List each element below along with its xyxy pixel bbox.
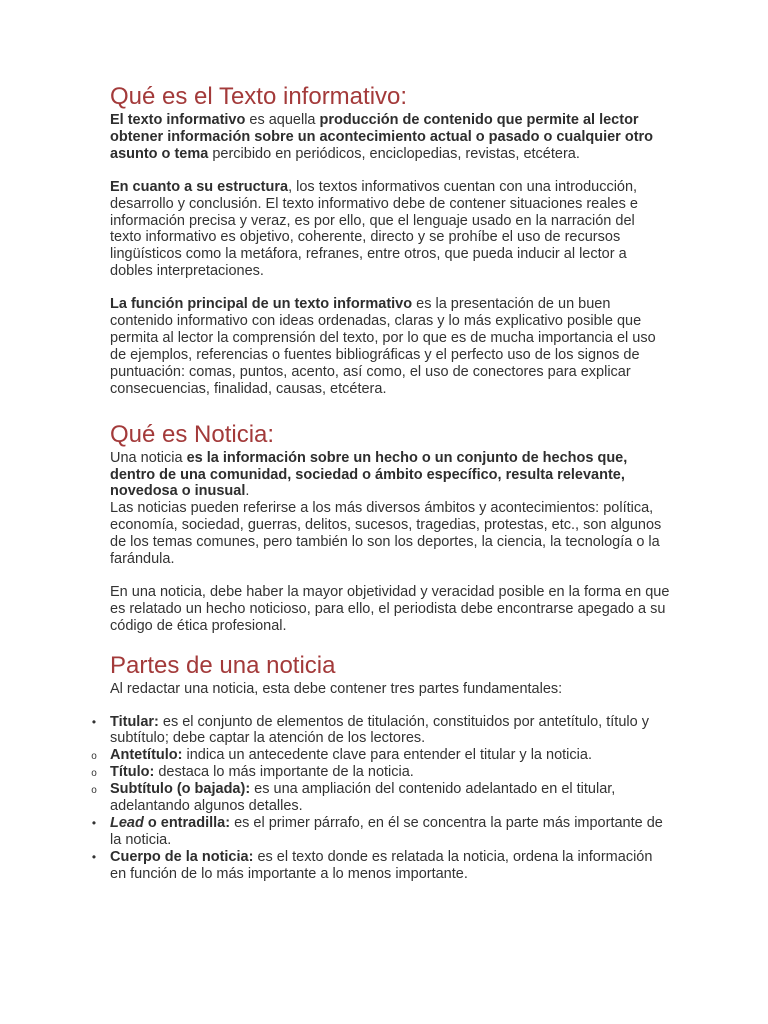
list-desc: es el primer párrafo, en él se concentra la parte más importante de la noticia.	[110, 815, 663, 848]
list-item	[91, 815, 670, 849]
text-span: Una noticia	[110, 449, 187, 466]
list-item	[91, 764, 670, 781]
list-term: o entradilla:	[143, 815, 231, 831]
list-term: Cuerpo de la noticia:	[110, 848, 254, 865]
text-span: percibido en periódicos, enciclopedias, revistas, etcétera.	[208, 145, 580, 162]
partes-list	[91, 713, 670, 883]
paragraph-partes-intro: Al redactar una noticia, esta debe contener tres partes fundamentales:	[110, 680, 563, 697]
list-desc: es una ampliación del contenido adelantado en el titular, adelantando algunos detalles.	[110, 781, 616, 815]
paragraph-function	[110, 296, 670, 397]
list-desc: es el conjunto de elementos de titulación, constituidos por antetítulo, título y subtítulo; debe captar la atención de los lectores.	[110, 713, 649, 747]
list-term-italic: Lead	[110, 815, 144, 831]
list-item	[91, 781, 670, 815]
bold-text: El texto informativo	[110, 112, 246, 128]
heading-texto-informativo: Qué es el Texto informativo:	[110, 83, 408, 110]
list-term: Titular:	[110, 713, 159, 730]
circle-bullet-icon: o	[91, 768, 97, 780]
bold-text: En cuanto a su estructura	[110, 178, 289, 195]
paragraph-noticia-ambitos: Las noticias pueden referirse a los más diversos ámbitos y acontecimientos: política, economía, sociedad, guerras, delitos, sucesos, tragedias, protestas, etc., son algunos de los temas comunes, pero también lo son los deportes, la ciencia, la tecnología o la farándula.	[110, 500, 662, 568]
text-span: es aquella	[245, 112, 320, 128]
document-content	[91, 82, 670, 883]
paragraph-noticia-definition	[110, 450, 670, 501]
circle-bullet-icon: o	[91, 785, 97, 797]
list-item	[91, 848, 670, 883]
list-term: Antetítulo:	[110, 747, 183, 764]
list-desc: es el texto donde es relatada la noticia, ordena la información en función de lo más importante a lo menos importante.	[110, 848, 653, 882]
list-item	[91, 747, 670, 764]
bold-text: producción de contenido que permite al lector obtener información sobre un acontecimiento actual o pasado o cualquier otro asunto o tema	[110, 112, 654, 162]
list-desc: destaca lo más importante de la noticia.	[154, 764, 414, 781]
bullet-icon: •	[91, 816, 97, 830]
bold-text: es la información sobre un hecho o un conjunto de hechos que, dentro de una comunidad, sociedad o ámbito específico, resulta relevante, novedosa o inusual	[110, 449, 628, 500]
list-desc: indica un antecedente clave para entender el titular y la noticia.	[182, 747, 592, 764]
circle-bullet-icon: o	[91, 751, 97, 763]
text-span: .	[245, 483, 250, 500]
paragraph-definition	[110, 112, 670, 163]
paragraph-structure	[110, 179, 670, 280]
heading-partes-noticia: Partes de una noticia	[110, 651, 336, 679]
bold-text: La función principal de un texto informativo	[110, 296, 413, 313]
list-item	[91, 713, 670, 748]
heading-noticia: Qué es Noticia:	[110, 420, 275, 448]
text-span: , los textos informativos cuentan con una introducción, desarrollo y conclusión. El texto informativo debe de contener situaciones reales e información precisa y veraz, es por ello, que el lenguaje usado en la narración del texto informativo es objetivo, coherente, directo y se prohíbe el uso de recursos lingüísticos como la metáfora, refranes, entre otros, que pueda inducir al lector a dobles interpretaciones.	[110, 178, 638, 280]
text-span: es la presentación de un buen contenido informativo con ideas ordenadas, claras y lo más explicativo posible que permita al lector la comprensión del texto, por lo que es de mucha importancia el uso de ejemplos, referencias o fuentes bibliográficas y el perfecto uso de los signos de puntuación: comas, puntos, acento, así como, el uso de conectores para explicar consecuencias, finalidad, causas, etcétera.	[110, 296, 656, 397]
bullet-icon: •	[91, 714, 97, 729]
paragraph-noticia-objetividad: En una noticia, debe haber la mayor objetividad y veracidad posible en la forma en que es relatado un hecho noticioso, para ello, el periodista debe encontrarse apegado a su código de ética profesional.	[110, 583, 670, 634]
list-term: Título:	[110, 764, 155, 781]
list-term: Subtítulo (o bajada):	[110, 781, 251, 798]
bullet-icon: •	[91, 849, 97, 864]
